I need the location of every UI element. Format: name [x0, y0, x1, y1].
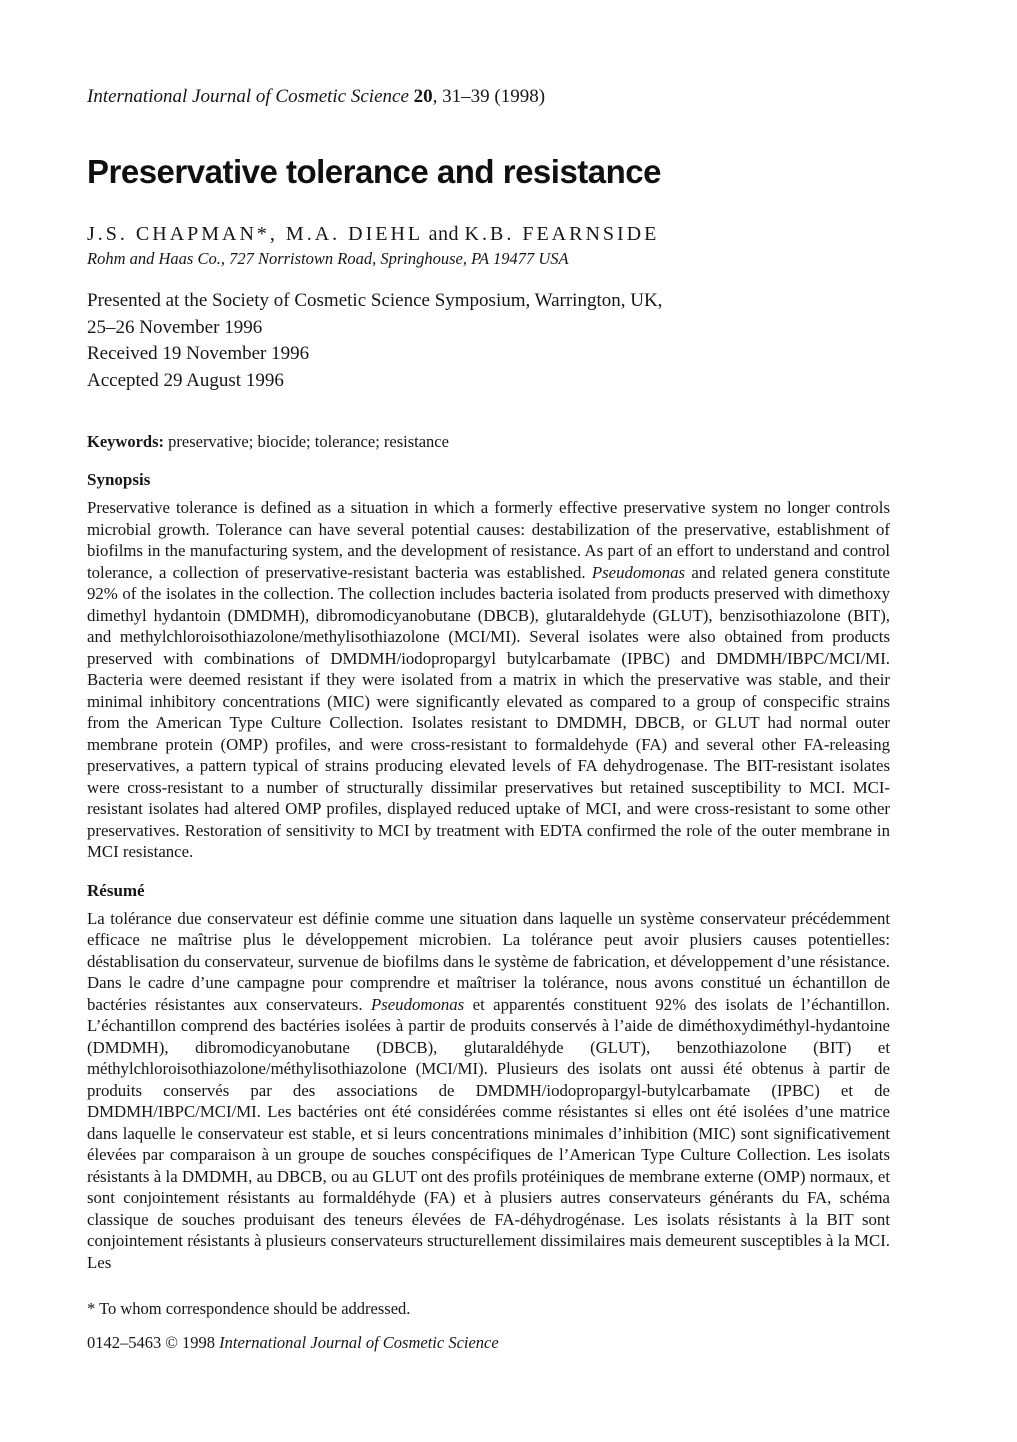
keywords-value: preservative; biocide; tolerance; resistance [164, 432, 449, 451]
correspondence-footnote: * To whom correspondence should be addressed. [87, 1299, 411, 1318]
received-date-line: Received 19 November 1996 [87, 343, 310, 364]
synopsis-heading: Synopsis [87, 470, 151, 489]
resume-heading: Résumé [87, 880, 145, 900]
presentation-dates-line: 25–26 November 1996 [87, 316, 263, 338]
journal-citation [87, 85, 890, 108]
keywords-line [87, 431, 890, 452]
author-group-1: J.S. CHAPMAN*, M.A. DIEHL [87, 223, 424, 245]
article-title: Preservative tolerance and resistance [87, 153, 662, 190]
resume-paragraph: La tolérance due conservateur est définie comme une situation dans laquelle un système conservateur précédemment efficace ne maîtrise plus le développement microbien. La tolérance peut avoir plusiers causes potentielles: déstablisation du conservateur, survenue de biofilms dans le système de fabrication, et développement d’une résistance. Dans le cadre d’une campagne pour comprendre et maîtriser la tolérance, nous avons constitué un échantillon de bactéries résistantes aux conservateurs. Pseudomonas et apparentés constituent 92% des isolats de l’échantillon. L’échantillon comprend des bactéries isolées à partir de produits conservés à l’aide de diméthoxydiméthyl-hydantoine (DMDMH), dibromodicyanobutane (DBCB), glutaraldéhyde (GLUT), benzothiazolone (BIT) et méthylchloroisothiazolone/méthylisothiazolone (MCI/MI). Plusieurs des isolats ont aussi été obtenus à partir de produits conservés par des associations de DMDMH/iodopropargyl-butylcarbamate (IPBC) et de DMDMH/IBPC/MCI/MI. Les bactéries ont été considérées comme résistantes si elles ont été isolées d’une matrice dans laquelle le conservateur est stable, et si leurs concentrations minimales d’inhibition (MIC) sont significativement élevées par comparaison à un groupe de souches conspécifiques de l’American Type Culture Collection. Les isolats résistants à la DMDMH, au DBCB, ou au GLUT ont des profils protéiniques de membrane externe (OMP) normaux, et sont conjointement résistants au formaldéhyde (FA) et à plusiers autres conservateurs générants du FA, schéma classique de souches produisant des teneurs élevées de FA-déhydrogénase. Les isolats résistants à la BIT sont conjointement résistants à plusieurs conservateurs structurellement dissimilaires mais demeurent susceptibles à la MCI. Les [87, 908, 891, 1272]
imprint-line [87, 1332, 890, 1353]
issn-copyright: 0142–5463 © 1998 [87, 1333, 220, 1352]
imprint-journal-name: International Journal of Cosmetic Science [219, 1333, 499, 1352]
journal-pages-year: , 31–39 (1998) [432, 86, 546, 107]
authors-affiliation: Rohm and Haas Co., 727 Norristown Road, Springhouse, PA 19477 USA [87, 249, 569, 268]
presentation-history-block [87, 288, 890, 394]
authors-conjunction: and [423, 223, 465, 245]
synopsis-paragraph: Preservative tolerance is defined as a situation in which a formerly effective preservative system no longer controls microbial growth. Tolerance can have several potential causes: destabilization of the preservative, establishment of biofilms in the manufacturing system, and the development of resistance. As part of an effort to understand and control tolerance, a collection of preservative-resistant bacteria was established. Pseudomonas and related genera constitute 92% of the isolates in the collection. The collection includes bacteria isolated from products preserved with dimethoxy dimethyl hydantoin (DMDMH), dibromodicyanobutane (DBCB), glutaraldehyde (GLUT), benzisothiazolone (BIT), and methylchloroisothiazolone/methylisothiazolone (MCI/MI). Several isolates were also obtained from products preserved with combinations of DMDMH/iodopropargyl butylcarbamate (IPBC) and DMDMH/IBPC/MCI/MI. Bacteria were deemed resistant if they were isolated from a matrix in which the preservative was stable, and their minimal inhibitory concentrations (MIC) were significantly elevated as compared to a group of conspecific strains from the American Type Culture Collection. Isolates resistant to DMDMH, DBCB, or GLUT had normal outer membrane protein (OMP) profiles, and were cross-resistant to formaldehyde (FA) and several other FA-releasing preservatives, a pattern typical of strains producing elevated levels of FA dehydrogenase. The BIT-resistant isolates were cross-resistant to a number of structurally dissimilar preservatives but retained susceptibility to MCI. MCI-resistant isolates had altered OMP profiles, displayed reduced uptake of MCI, and were cross-resistant to some other preservatives. Restoration of sensitivity to MCI by treatment with EDTA confirmed the role of the outer membrane in MCI resistance. [87, 498, 890, 861]
accepted-date-line: Accepted 29 August 1996 [87, 369, 284, 391]
presented-at-line: Presented at the Society of Cosmetic Science Symposium, Warrington, UK, [87, 290, 663, 311]
authors-line [87, 222, 890, 246]
keywords-label: Keywords: [87, 432, 164, 451]
author-group-2: K.B. FEARNSIDE [464, 223, 660, 245]
journal-name: International Journal of Cosmetic Science [87, 86, 409, 107]
journal-volume: 20 [413, 86, 433, 107]
